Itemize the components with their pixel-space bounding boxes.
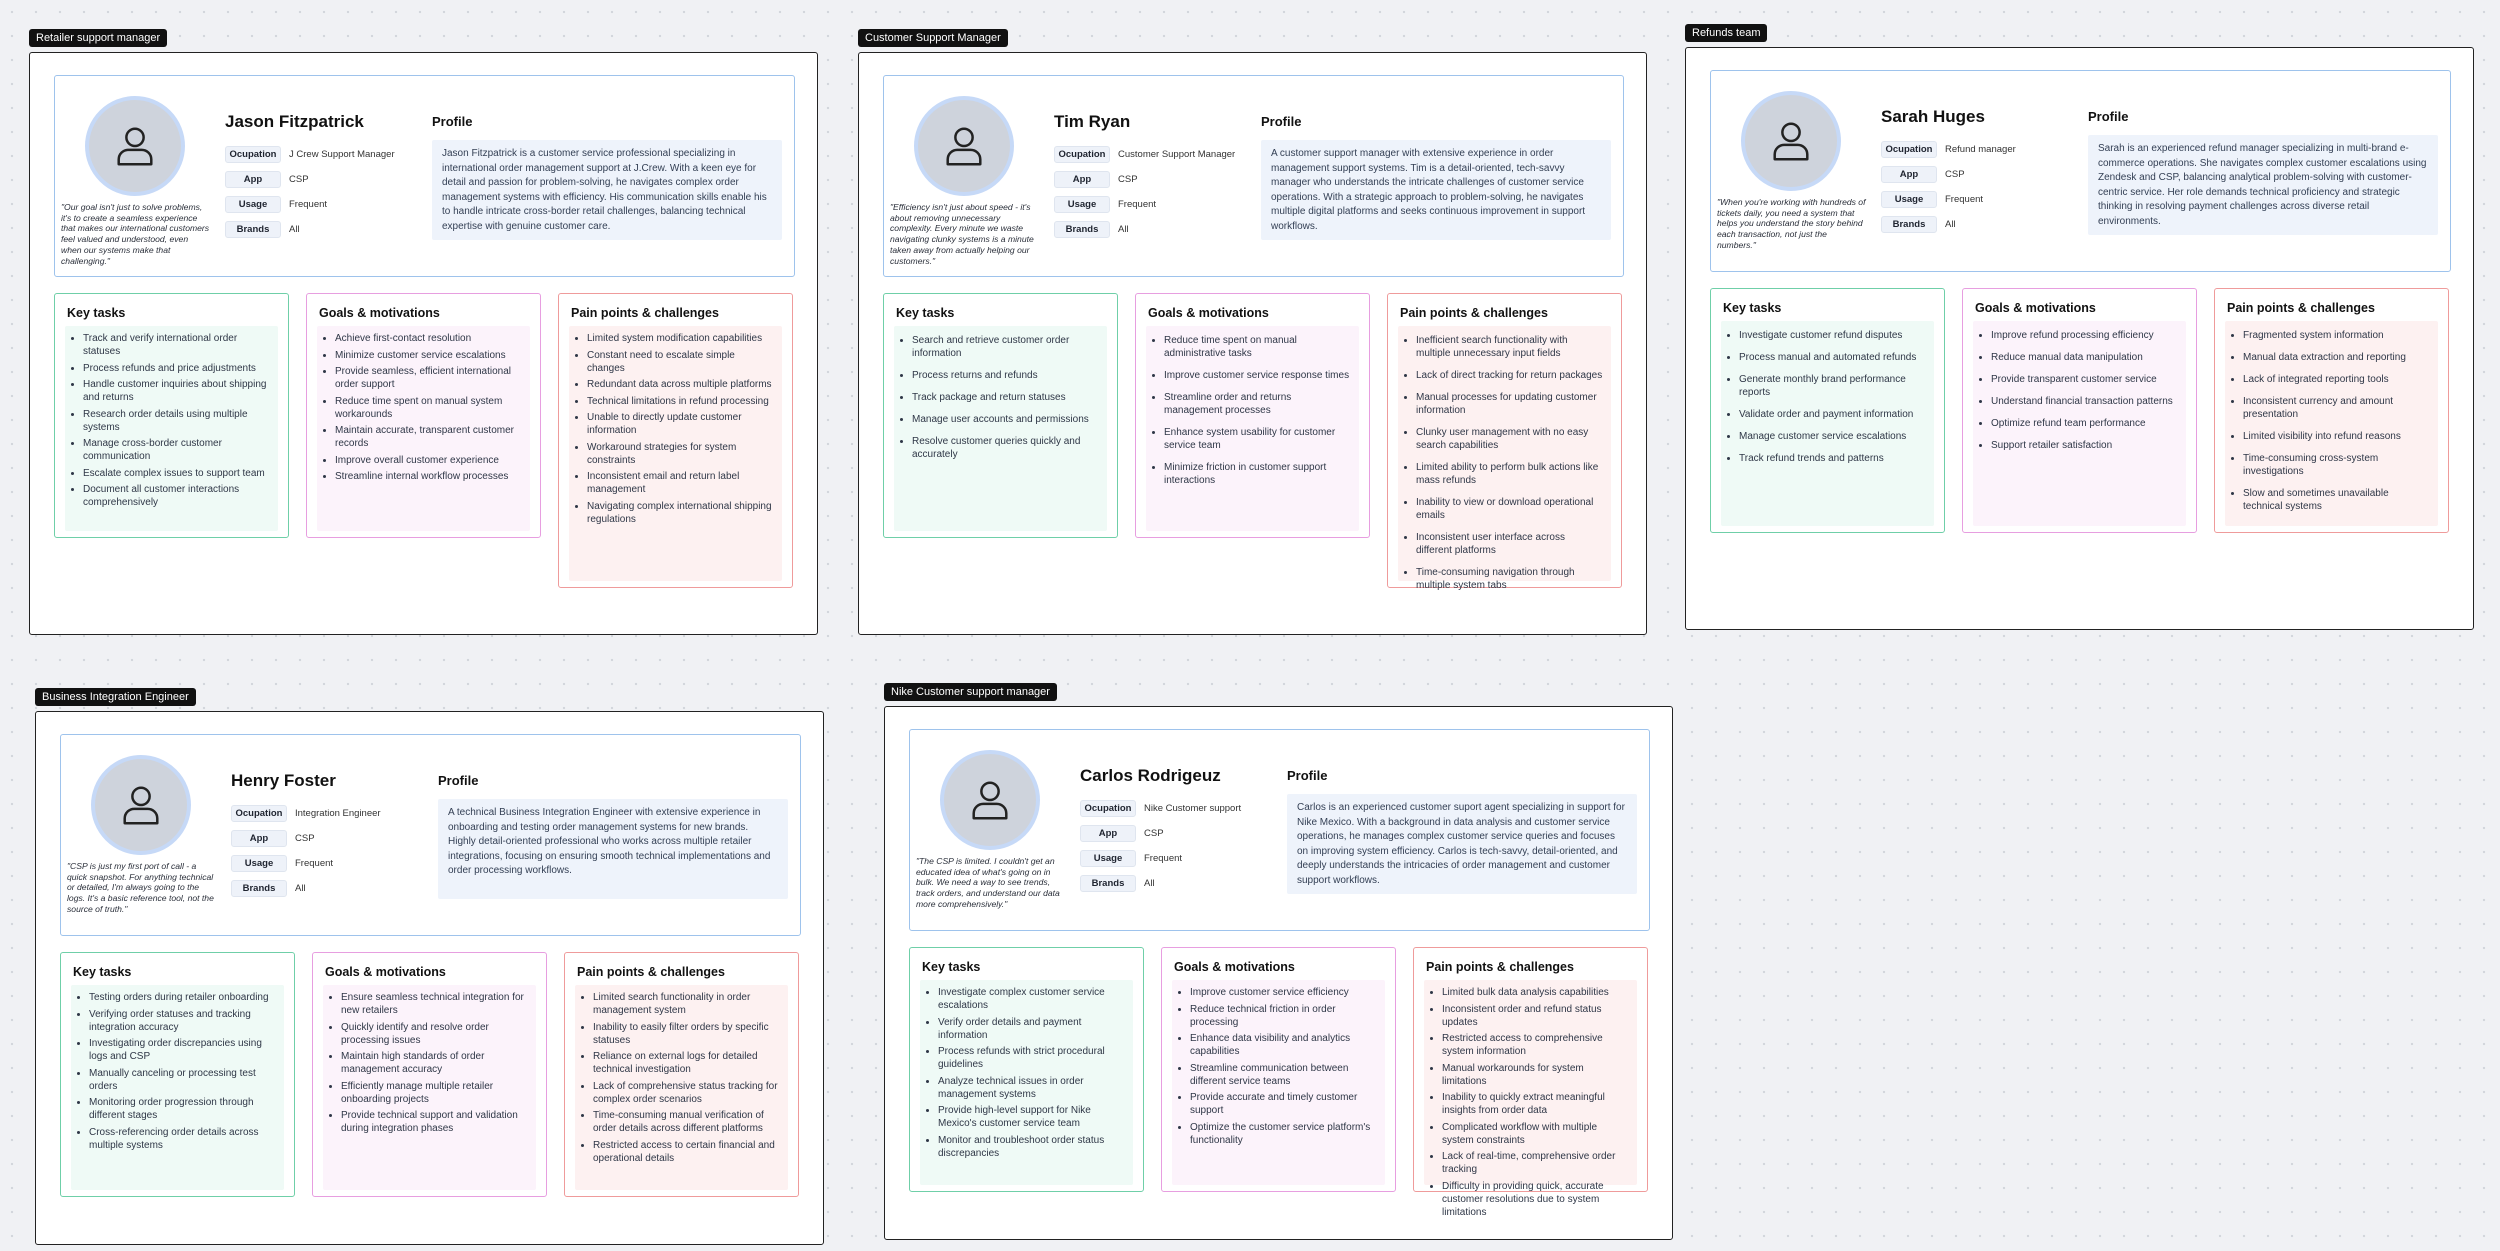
attr-label-app: App [231, 830, 287, 847]
pains-item: • Manual processes for updating customer information [1416, 391, 1603, 417]
tasks-item: • Investigate customer refund disputes [1739, 329, 1926, 342]
key-tasks-list [1721, 321, 1934, 480]
attr-occupation [1881, 137, 2016, 162]
persona-attributes [231, 801, 381, 901]
persona-frame[interactable] [858, 29, 1647, 635]
attr-value-brands: All [1118, 224, 1129, 235]
pains-item: • Technical limitations in refund processing [587, 395, 774, 408]
goals-title: Goals & motivations [319, 306, 440, 320]
goals-item: • Understand financial transaction patterns [1991, 395, 2178, 408]
goals-item: • Provide seamless, efficient international order support [335, 365, 522, 391]
persona-attributes [1080, 796, 1241, 896]
profile-title: Profile [2088, 109, 2129, 124]
pains-item: • Limited visibility into refund reasons [2243, 430, 2430, 443]
pains-item: • Lack of integrated reporting tools [2243, 373, 2430, 386]
attr-occupation [1054, 142, 1235, 167]
attr-value-occupation: Refund manager [1945, 144, 2016, 155]
goals-item: • Reduce time spent on manual administrative tasks [1164, 334, 1351, 360]
goals-item: • Support retailer satisfaction [1991, 439, 2178, 452]
attr-occupation [225, 142, 395, 167]
persona-frame[interactable] [1685, 24, 2474, 630]
attr-value-occupation: Customer Support Manager [1118, 149, 1236, 160]
tasks-item: • Manage cross-border customer communication [83, 437, 270, 463]
goals-item: • Optimize refund team performance [1991, 417, 2178, 430]
pain-points-card [558, 293, 793, 588]
pains-item: • Limited bulk data analysis capabilities [1442, 986, 1629, 999]
tasks-item: • Manage user accounts and permissions [912, 413, 1099, 426]
attr-brands [1080, 871, 1241, 896]
frame-label[interactable]: Customer Support Manager [858, 29, 1008, 47]
attr-value-app: CSP [295, 833, 315, 844]
pains-item: • Restricted access to certain financial and operational details [593, 1139, 780, 1165]
pain-points-list [1424, 980, 1637, 1228]
pains-item: • Inconsistent user interface across different platforms [1416, 531, 1603, 557]
pain-points-title: Pain points & challenges [1400, 306, 1548, 320]
avatar [85, 96, 185, 196]
goals-item: • Streamline internal workflow processes [335, 470, 522, 483]
tasks-item: • Monitoring order progression through different stages [89, 1096, 276, 1122]
persona-name: Tim Ryan [1054, 112, 1131, 131]
pains-item: • Inability to easily filter orders by specific statuses [593, 1021, 780, 1047]
goals-item: • Reduce time spent on manual system workarounds [335, 395, 522, 421]
goals-item: • Ensure seamless technical integration for new retailers [341, 991, 528, 1017]
pains-item: • Limited ability to perform bulk actions like mass refunds [1416, 461, 1603, 487]
avatar [914, 96, 1014, 196]
pains-item: • Inability to view or download operational emails [1416, 496, 1603, 522]
tasks-item: • Track refund trends and patterns [1739, 452, 1926, 465]
tasks-item: • Monitor and troubleshoot order status discrepancies [938, 1134, 1125, 1160]
pain-points-title: Pain points & challenges [2227, 301, 2375, 315]
pains-item: • Manual workarounds for system limitations [1442, 1062, 1629, 1088]
attr-value-app: CSP [1144, 828, 1164, 839]
attr-app [225, 167, 395, 192]
attr-app [1881, 162, 2016, 187]
pains-item: • Lack of real-time, comprehensive order tracking [1442, 1150, 1629, 1176]
attr-label-app: App [1080, 825, 1136, 842]
key-tasks-body [1721, 321, 1934, 526]
goals-title: Goals & motivations [1148, 306, 1269, 320]
avatar [1741, 91, 1841, 191]
goals-list [323, 985, 536, 1145]
attr-value-usage: Frequent [1144, 853, 1183, 864]
persona-frame[interactable] [29, 29, 818, 635]
attr-usage [225, 192, 395, 217]
tasks-item: • Research order details using multiple systems [83, 408, 270, 434]
tasks-item: • Verify order details and payment information [938, 1016, 1125, 1042]
frame-label[interactable]: Nike Customer support manager [884, 683, 1057, 701]
tasks-item: • Document all customer interactions comprehensively [83, 483, 270, 509]
persona-card [1685, 47, 2474, 630]
attr-label-occupation: Ocupation [1881, 141, 1937, 158]
goals-item: • Improve customer service efficiency [1190, 986, 1377, 999]
pains-item: • Clunky user management with no easy search capabilities [1416, 426, 1603, 452]
attr-value-occupation: Nike Customer support [1144, 803, 1242, 814]
profile-text: Sarah is an experienced refund manager specializing in multi-brand e-commerce operations. She navigates complex customer escalations using Zendesk and CSP, balancing analytical problem-solving with customer-centric service. Her role demands technical proficiency and strategic thinking in resolving payment challenges across diverse retail environments. [2088, 135, 2438, 235]
profile-title: Profile [1287, 768, 1328, 783]
pains-item: • Constant need to escalate simple changes [587, 349, 774, 375]
attr-usage [1080, 846, 1241, 871]
attr-occupation [231, 801, 381, 826]
goals-item: • Improve refund processing efficiency [1991, 329, 2178, 342]
goals-item: • Reduce manual data manipulation [1991, 351, 2178, 364]
key-tasks-list [65, 326, 278, 519]
pain-points-body [2225, 321, 2438, 526]
goals-body [317, 326, 530, 531]
pains-item: • Limited search functionality in order management system [593, 991, 780, 1017]
pain-points-list [2225, 321, 2438, 528]
attr-label-usage: Usage [1881, 191, 1937, 208]
pain-points-title: Pain points & challenges [1426, 960, 1574, 974]
key-tasks-list [920, 980, 1133, 1169]
goals-item: • Streamline order and returns management processes [1164, 391, 1351, 417]
attr-usage [231, 851, 381, 876]
key-tasks-card [883, 293, 1118, 538]
pains-item: • Inconsistent order and refund status updates [1442, 1003, 1629, 1029]
tasks-item: • Process returns and refunds [912, 369, 1099, 382]
key-tasks-card [60, 952, 295, 1197]
attr-value-brands: All [295, 883, 306, 894]
pains-item: • Difficulty in providing quick, accurate customer resolutions due to system limitations [1442, 1180, 1629, 1219]
persona-header [60, 734, 801, 936]
pains-item: • Manual data extraction and reporting [2243, 351, 2430, 364]
pains-item: • Navigating complex international shipping regulations [587, 500, 774, 526]
profile-text: Carlos is an experienced customer suport agent specializing in support for Nike Mexico. With a background in data analysis and customer service operations, he manages complex customer service queries and focuses on improving system efficiency. Carlos is tech-savvy, detail-oriented, and deeply understands the intricacies of order management and customer support workflows. [1287, 794, 1637, 894]
pain-points-card [2214, 288, 2449, 533]
persona-attributes [225, 142, 395, 242]
goals-card [306, 293, 541, 538]
attr-value-usage: Frequent [1118, 199, 1157, 210]
key-tasks-card [1710, 288, 1945, 533]
attr-value-brands: All [1945, 219, 1956, 230]
attr-brands [1881, 212, 2016, 237]
goals-item: • Minimize friction in customer support interactions [1164, 461, 1351, 487]
user-icon [118, 782, 164, 828]
persona-attributes [1054, 142, 1235, 242]
tasks-item: • Manage customer service escalations [1739, 430, 1926, 443]
pains-item: • Inconsistent email and return label management [587, 470, 774, 496]
profile-text: Jason Fitzpatrick is a customer service professional specializing in international order management support at J.Crew. With a keen eye for detail and passion for problem-solving, he navigates complex order management systems with efficiency. His communication skills enable his to handle intricate cross-border retail challenges, balancing technical expertise with genuine customer care. [432, 140, 782, 240]
pain-points-list [575, 985, 788, 1174]
key-tasks-title: Key tasks [67, 306, 126, 320]
attr-value-app: CSP [1945, 169, 1965, 180]
goals-item: • Efficiently manage multiple retailer onboarding projects [341, 1080, 528, 1106]
pains-item: • Lack of direct tracking for return packages [1416, 369, 1603, 382]
attr-value-app: CSP [1118, 174, 1138, 185]
attr-brands [1054, 217, 1235, 242]
tasks-item: • Process refunds and price adjustments [83, 362, 270, 375]
key-tasks-card [54, 293, 289, 538]
goals-item: • Streamline communication between different service teams [1190, 1062, 1377, 1088]
persona-header [1710, 70, 2451, 272]
attr-app [1054, 167, 1235, 192]
attr-usage [1054, 192, 1235, 217]
pain-points-title: Pain points & challenges [571, 306, 719, 320]
attr-label-app: App [1054, 171, 1110, 188]
attr-label-occupation: Ocupation [1054, 146, 1110, 163]
goals-item: • Optimize the customer service platform's functionality [1190, 1121, 1377, 1147]
key-tasks-title: Key tasks [896, 306, 955, 320]
frame-label[interactable]: Refunds team [1685, 24, 1767, 42]
persona-attributes [1881, 137, 2016, 237]
pains-item: • Slow and sometimes unavailable technical systems [2243, 487, 2430, 513]
tasks-item: • Escalate complex issues to support team [83, 467, 270, 480]
goals-body [1973, 321, 2186, 526]
tasks-item: • Investigate complex customer service escalations [938, 986, 1125, 1012]
attr-label-usage: Usage [1054, 196, 1110, 213]
attr-value-usage: Frequent [295, 858, 334, 869]
avatar [940, 750, 1040, 850]
goals-item: • Provide technical support and validation during integration phases [341, 1109, 528, 1135]
profile-title: Profile [438, 773, 479, 788]
pains-item: • Time-consuming navigation through multiple system tabs [1416, 566, 1603, 592]
user-icon [112, 123, 158, 169]
tasks-item: • Resolve customer queries quickly and accurately [912, 435, 1099, 461]
persona-name: Henry Foster [231, 771, 336, 790]
tasks-item: • Track package and return statuses [912, 391, 1099, 404]
profile-title: Profile [1261, 114, 1302, 129]
attr-occupation [1080, 796, 1241, 821]
goals-card [1161, 947, 1396, 1192]
goals-list [1146, 326, 1359, 502]
attr-app [231, 826, 381, 851]
attr-label-occupation: Ocupation [225, 146, 281, 163]
goals-item: • Quickly identify and resolve order processing issues [341, 1021, 528, 1047]
pains-item: • Restricted access to comprehensive system information [1442, 1032, 1629, 1058]
tasks-item: • Validate order and payment information [1739, 408, 1926, 421]
tasks-item: • Process refunds with strict procedural guidelines [938, 1045, 1125, 1071]
persona-card [35, 711, 824, 1245]
goals-list [1973, 321, 2186, 467]
pains-item: • Limited system modification capabilities [587, 332, 774, 345]
attr-value-brands: All [289, 224, 300, 235]
persona-header [54, 75, 795, 277]
persona-quote: "Efficiency isn't just about speed - it's about removing unnecessary complexity. Every minute we waste navigating clunky systems is a minute taken away from actually helping our customers." [890, 202, 1034, 266]
pain-points-body [569, 326, 782, 581]
attr-label-app: App [1881, 166, 1937, 183]
persona-quote: "When you're working with hundreds of tickets daily, you need a system that helps you understand the story behind each transaction, not just the numbers." [1717, 197, 1866, 250]
pain-points-card [1413, 947, 1648, 1218]
goals-card [312, 952, 547, 1197]
pains-item: • Time-consuming manual verification of order details across different platforms [593, 1109, 780, 1135]
attr-usage [1881, 187, 2016, 212]
attr-brands [225, 217, 395, 242]
goals-item: • Enhance system usability for customer service team [1164, 426, 1351, 452]
persona-card [858, 52, 1647, 635]
goals-body [1172, 980, 1385, 1185]
frame-label[interactable]: Business Integration Engineer [35, 688, 196, 706]
goals-card [1135, 293, 1370, 538]
key-tasks-list [894, 326, 1107, 476]
attr-label-occupation: Ocupation [1080, 800, 1136, 817]
pains-item: • Time-consuming cross-system investigations [2243, 452, 2430, 478]
tasks-item: • Cross-referencing order details across multiple systems [89, 1126, 276, 1152]
tasks-item: • Analyze technical issues in order management systems [938, 1075, 1125, 1101]
attr-value-brands: All [1144, 878, 1155, 889]
attr-label-brands: Brands [231, 880, 287, 897]
goals-list [1172, 980, 1385, 1156]
key-tasks-body [894, 326, 1107, 531]
attr-label-brands: Brands [1080, 875, 1136, 892]
attr-label-brands: Brands [1881, 216, 1937, 233]
tasks-item: • Search and retrieve customer order information [912, 334, 1099, 360]
key-tasks-card [909, 947, 1144, 1192]
pains-item: • Workaround strategies for system constraints [587, 441, 774, 467]
frame-label[interactable]: Retailer support manager [29, 29, 167, 47]
attr-label-occupation: Ocupation [231, 805, 287, 822]
pain-points-body [1398, 326, 1611, 591]
persona-card [884, 706, 1673, 1240]
persona-quote: "Our goal isn't just to solve problems, it's to create a seamless experience that makes our international customers feel valued and understood, even when our systems make that challenging." [61, 202, 210, 266]
goals-title: Goals & motivations [325, 965, 446, 979]
persona-quote: "The CSP is limited. I couldn't get an educated idea of what's going on in bulk. We need a way to see trends, track orders, and understand our data more comprehensively." [916, 856, 1060, 909]
tasks-item: • Track and verify international order statuses [83, 332, 270, 358]
tasks-item: • Verifying order statuses and tracking integration accuracy [89, 1008, 276, 1034]
goals-title: Goals & motivations [1174, 960, 1295, 974]
goals-item: • Improve overall customer experience [335, 454, 522, 467]
persona-name: Carlos Rodrigeuz [1080, 766, 1221, 785]
goals-item: • Maintain high standards of order management accuracy [341, 1050, 528, 1076]
goals-item: • Provide accurate and timely customer support [1190, 1091, 1377, 1117]
pain-points-list [569, 326, 782, 535]
attr-label-usage: Usage [1080, 850, 1136, 867]
tasks-item: • Process manual and automated refunds [1739, 351, 1926, 364]
pains-item: • Unable to directly update customer information [587, 411, 774, 437]
tasks-item: • Manually canceling or processing test orders [89, 1067, 276, 1093]
attr-value-occupation: J Crew Support Manager [289, 149, 395, 160]
goals-item: • Achieve first-contact resolution [335, 332, 522, 345]
pain-points-title: Pain points & challenges [577, 965, 725, 979]
avatar [91, 755, 191, 855]
goals-body [323, 985, 536, 1190]
pains-item: • Inconsistent currency and amount presentation [2243, 395, 2430, 421]
tasks-item: • Provide high-level support for Nike Mexico's customer service team [938, 1104, 1125, 1130]
persona-frame[interactable] [884, 683, 1673, 1240]
pains-item: • Inability to quickly extract meaningful insights from order data [1442, 1091, 1629, 1117]
goals-item: • Reduce technical friction in order processing [1190, 1003, 1377, 1029]
tasks-item: • Handle customer inquiries about shipping and returns [83, 378, 270, 404]
persona-header [909, 729, 1650, 931]
tasks-item: • Generate monthly brand performance reports [1739, 373, 1926, 399]
persona-name: Jason Fitzpatrick [225, 112, 364, 131]
goals-item: • Provide transparent customer service [1991, 373, 2178, 386]
user-icon [941, 123, 987, 169]
pains-item: • Fragmented system information [2243, 329, 2430, 342]
persona-name: Sarah Huges [1881, 107, 1985, 126]
pains-item: • Inefficient search functionality with multiple unnecessary input fields [1416, 334, 1603, 360]
persona-quote: "CSP is just my first port of call - a quick snapshot. For anything technical or detailed, I'm always going to the logs. It's a basic reference tool, not the source of truth." [67, 861, 214, 914]
key-tasks-list [71, 985, 284, 1161]
goals-title: Goals & motivations [1975, 301, 2096, 315]
attr-app [1080, 821, 1241, 846]
attr-label-usage: Usage [225, 196, 281, 213]
pains-item: • Reliance on external logs for detailed technical investigation [593, 1050, 780, 1076]
attr-value-usage: Frequent [289, 199, 328, 210]
pains-item: • Redundant data across multiple platforms [587, 378, 774, 391]
pain-points-body [575, 985, 788, 1190]
attr-value-occupation: Integration Engineer [295, 808, 381, 819]
pains-item: • Complicated workflow with multiple system constraints [1442, 1121, 1629, 1147]
goals-item: • Minimize customer service escalations [335, 349, 522, 362]
goals-list [317, 326, 530, 493]
profile-title: Profile [432, 114, 473, 129]
key-tasks-body [65, 326, 278, 531]
key-tasks-title: Key tasks [922, 960, 981, 974]
user-icon [1768, 118, 1814, 164]
key-tasks-title: Key tasks [73, 965, 132, 979]
attr-label-brands: Brands [1054, 221, 1110, 238]
goals-item: • Improve customer service response times [1164, 369, 1351, 382]
profile-text: A customer support manager with extensive experience in order management support systems. Tim is a detail-oriented, tech-savvy manager who understands the intricate challenges of customer service operations. With a strategic approach to problem-solving, he navigates multiple digital platforms and seeks continuous improvement in support workflows. [1261, 140, 1611, 240]
pain-points-body [1424, 980, 1637, 1218]
attr-label-usage: Usage [231, 855, 287, 872]
attr-value-app: CSP [289, 174, 309, 185]
key-tasks-title: Key tasks [1723, 301, 1782, 315]
pain-points-card [1387, 293, 1622, 591]
attr-label-app: App [225, 171, 281, 188]
persona-header [883, 75, 1624, 277]
goals-item: • Maintain accurate, transparent customer records [335, 424, 522, 450]
pain-points-list [1398, 326, 1611, 607]
goals-body [1146, 326, 1359, 531]
tasks-item: • Testing orders during retailer onboarding [89, 991, 276, 1004]
key-tasks-body [920, 980, 1133, 1185]
pain-points-card [564, 952, 799, 1197]
goals-card [1962, 288, 2197, 533]
key-tasks-body [71, 985, 284, 1190]
persona-card [29, 52, 818, 635]
tasks-item: • Investigating order discrepancies using logs and CSP [89, 1037, 276, 1063]
goals-item: • Enhance data visibility and analytics capabilities [1190, 1032, 1377, 1058]
user-icon [967, 777, 1013, 823]
attr-brands [231, 876, 381, 901]
persona-frame[interactable] [35, 688, 824, 1245]
attr-value-usage: Frequent [1945, 194, 1984, 205]
pains-item: • Lack of comprehensive status tracking for complex order scenarios [593, 1080, 780, 1106]
profile-text: A technical Business Integration Engineer with extensive experience in onboarding and testing order management systems for new brands. Highly detail-oriented professional who works across multiple retailer integrations, focusing on ensuring smooth technical implementations and order processing workflows. [438, 799, 788, 899]
attr-label-brands: Brands [225, 221, 281, 238]
